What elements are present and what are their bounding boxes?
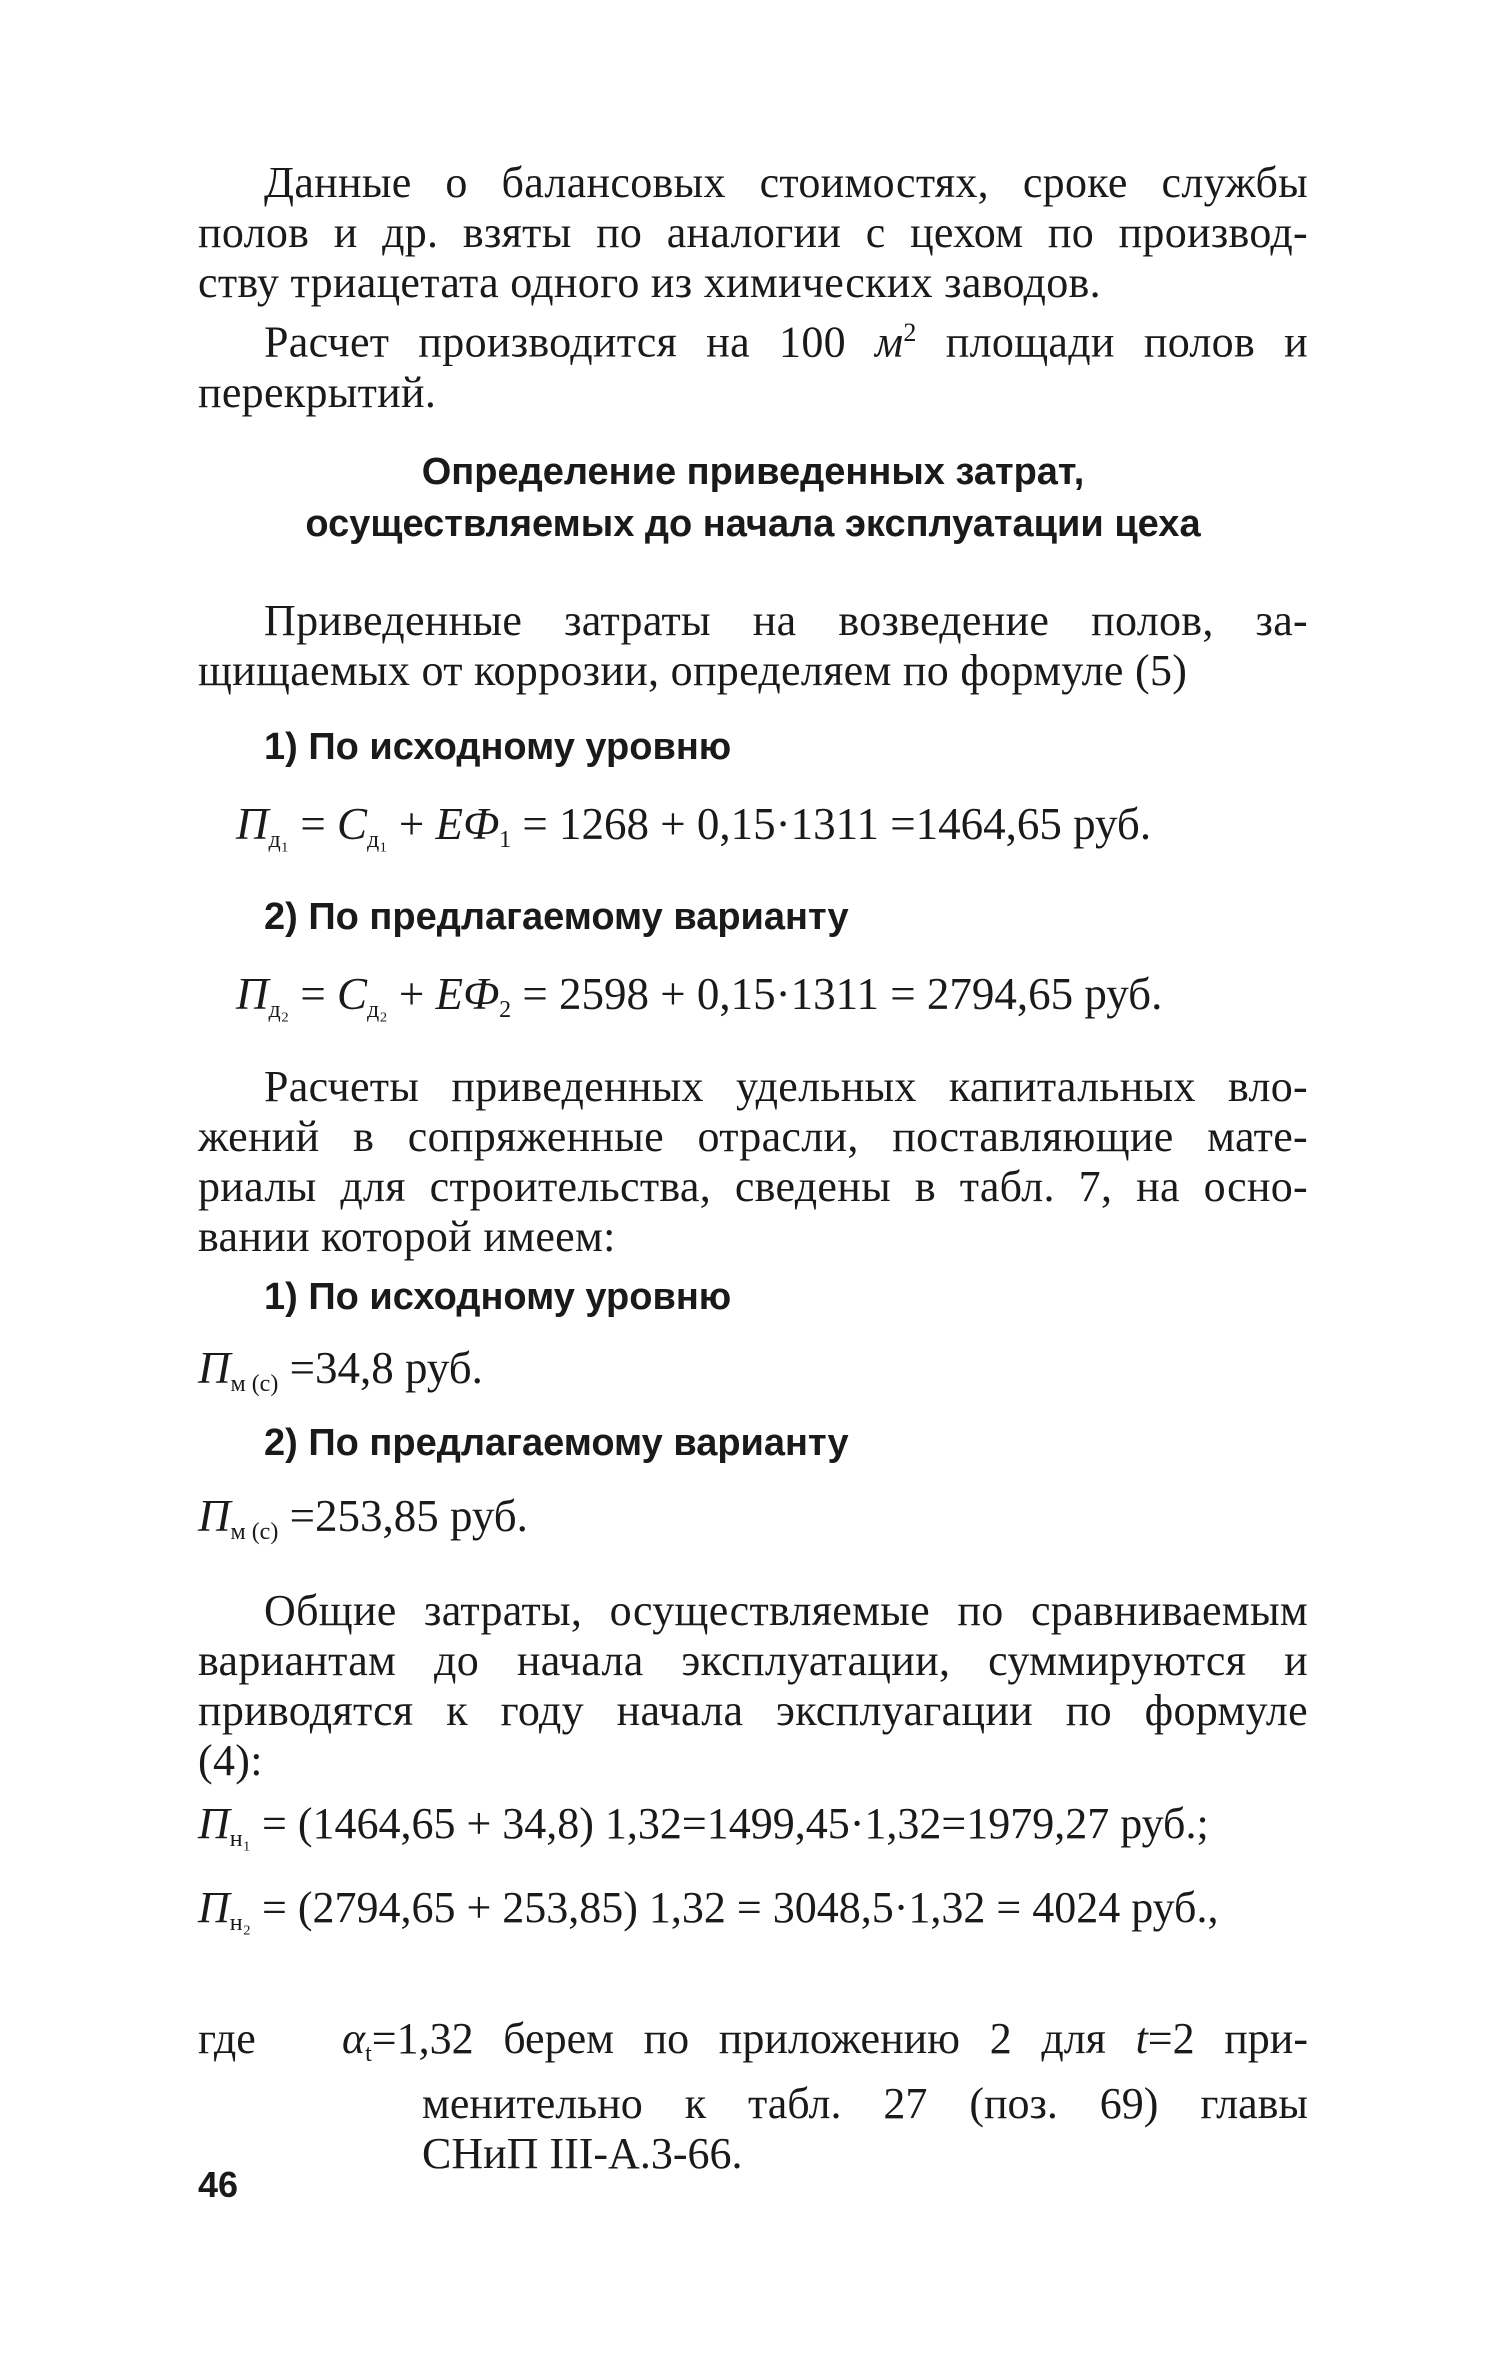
heading-line: Определение приведенных затрат,	[421, 451, 1085, 493]
text-line: перекрытий.	[198, 367, 437, 417]
symbol-subscript: м (с)	[230, 1371, 279, 1397]
symbol-f: Ф	[462, 799, 500, 849]
symbol-subscript: д₂	[366, 997, 388, 1023]
text-line: вариантам до начала эксплуатации, суммируются и	[198, 1636, 1308, 1685]
formula-result: =253,85 руб.	[278, 1491, 528, 1541]
text-line: ству триацетата одного из химических заводов.	[198, 258, 1101, 307]
symbol-f: Ф	[462, 969, 500, 1019]
symbol-t: t	[1135, 2014, 1148, 2063]
symbol-subscript: д₁	[366, 827, 388, 853]
section-heading	[198, 446, 1308, 550]
symbol-alpha: α	[342, 2014, 366, 2063]
symbol-p: П	[198, 1799, 230, 1848]
formula-pn2	[198, 1880, 1218, 1951]
tables-paragraph	[198, 1062, 1308, 1262]
item-baseline-heading: 1) По исходному уровню	[264, 726, 732, 768]
symbol-subscript: д₁	[268, 827, 290, 853]
symbol-p: П	[198, 1883, 230, 1932]
where-explanation	[342, 2014, 1308, 2179]
text-line: Общие затраты, осуществляемые по сравниваемым	[264, 1586, 1308, 1635]
unit-exponent: 2	[903, 318, 917, 347]
formula-pd1	[236, 796, 1151, 868]
text-fragment: +	[387, 969, 436, 1019]
text-line: вании которой имеем:	[198, 1212, 616, 1261]
formula-pm1	[198, 1340, 483, 1412]
item-baseline-heading-2: 1) По исходному уровню	[264, 1276, 732, 1318]
formula-result: = 2598 + 0,15·1311 = 2794,65 руб.	[511, 969, 1163, 1019]
text-line: щищаемых от коррозии, определяем по формуле (5)	[198, 646, 1188, 695]
symbol-subscript: t	[365, 2041, 372, 2067]
symbol-subscript: н₂	[229, 1910, 251, 1936]
unit-symbol: м	[875, 317, 904, 367]
formula-result: =34,8 руб.	[278, 1343, 483, 1393]
text-line: жений в сопряженные отрасли, поставляющие мате-	[198, 1112, 1308, 1161]
formula-pm2	[198, 1488, 528, 1560]
symbol-subscript: н₁	[229, 1826, 251, 1852]
text-line: риалы для строительства, сведены в табл. 7, на осно-	[198, 1162, 1308, 1211]
text-fragment: Расчет производится на 100	[264, 317, 876, 367]
heading-line: осуществляемых до начала эксплуатации цеха	[305, 503, 1201, 545]
formula-result: = (1464,65 + 34,8) 1,32=1499,45·1,32=1979,27 руб.;	[251, 1799, 1209, 1848]
symbol-subscript: 1	[499, 827, 512, 853]
item-proposed-heading-2: 2) По предлагаемому варианту	[264, 1422, 849, 1464]
text-line: полов и др. взяты по аналогии с цехом по производ-	[198, 208, 1308, 257]
symbol-p: П	[198, 1343, 231, 1393]
text-line: Расчеты приведенных удельных капитальных вло-	[264, 1062, 1308, 1111]
text-line: приводятся к году начала эксплуагации по формуле	[198, 1686, 1308, 1735]
calc-basis-paragraph	[198, 308, 1308, 418]
intro-paragraph	[198, 158, 1308, 308]
text-line: Приведенные затраты на возведение полов, за-	[264, 596, 1308, 645]
symbol-c: С	[336, 799, 367, 849]
text-fragment: =1,32 берем по приложению 2 для	[371, 2014, 1136, 2063]
symbol-p: П	[198, 1491, 231, 1541]
text-line: СНиП III-А.3-66.	[422, 2129, 743, 2178]
total-costs-paragraph	[198, 1586, 1308, 1786]
symbol-subscript: д₂	[268, 997, 290, 1023]
symbol-subscript: м (с)	[230, 1519, 279, 1545]
where-label: где	[198, 2014, 256, 2063]
symbol-e: Е	[435, 969, 463, 1019]
formula-result: = (2794,65 + 253,85) 1,32 = 3048,5·1,32 = 4024 руб.,	[251, 1883, 1219, 1932]
symbol-e: Е	[435, 799, 463, 849]
item-proposed-heading: 2) По предлагаемому варианту	[264, 896, 849, 938]
symbol-c: С	[336, 969, 367, 1019]
text-fragment: площади полов и	[916, 317, 1308, 367]
text-fragment: +	[387, 799, 436, 849]
formula-pn1	[198, 1796, 1209, 1867]
symbol-subscript: 2	[499, 997, 512, 1023]
page-number: 46	[198, 2164, 239, 2205]
text-line: менительно к табл. 27 (поз. 69) главы	[422, 2079, 1308, 2128]
text-line	[342, 2014, 1308, 2079]
text-line: (4):	[198, 1736, 263, 1785]
text-fragment: =	[289, 969, 337, 1019]
formula-result: = 1268 + 0,15·1311 =1464,65 руб.	[511, 799, 1152, 849]
formula-pd2	[236, 966, 1162, 1038]
reduced-costs-paragraph	[198, 596, 1308, 696]
symbol-p: П	[236, 799, 269, 849]
symbol-p: П	[236, 969, 269, 1019]
text-fragment: =	[289, 799, 337, 849]
text-line: Данные о балансовых стоимостях, сроке службы	[264, 158, 1308, 207]
text-fragment: =2 при-	[1147, 2014, 1309, 2063]
text-line	[198, 308, 1308, 368]
